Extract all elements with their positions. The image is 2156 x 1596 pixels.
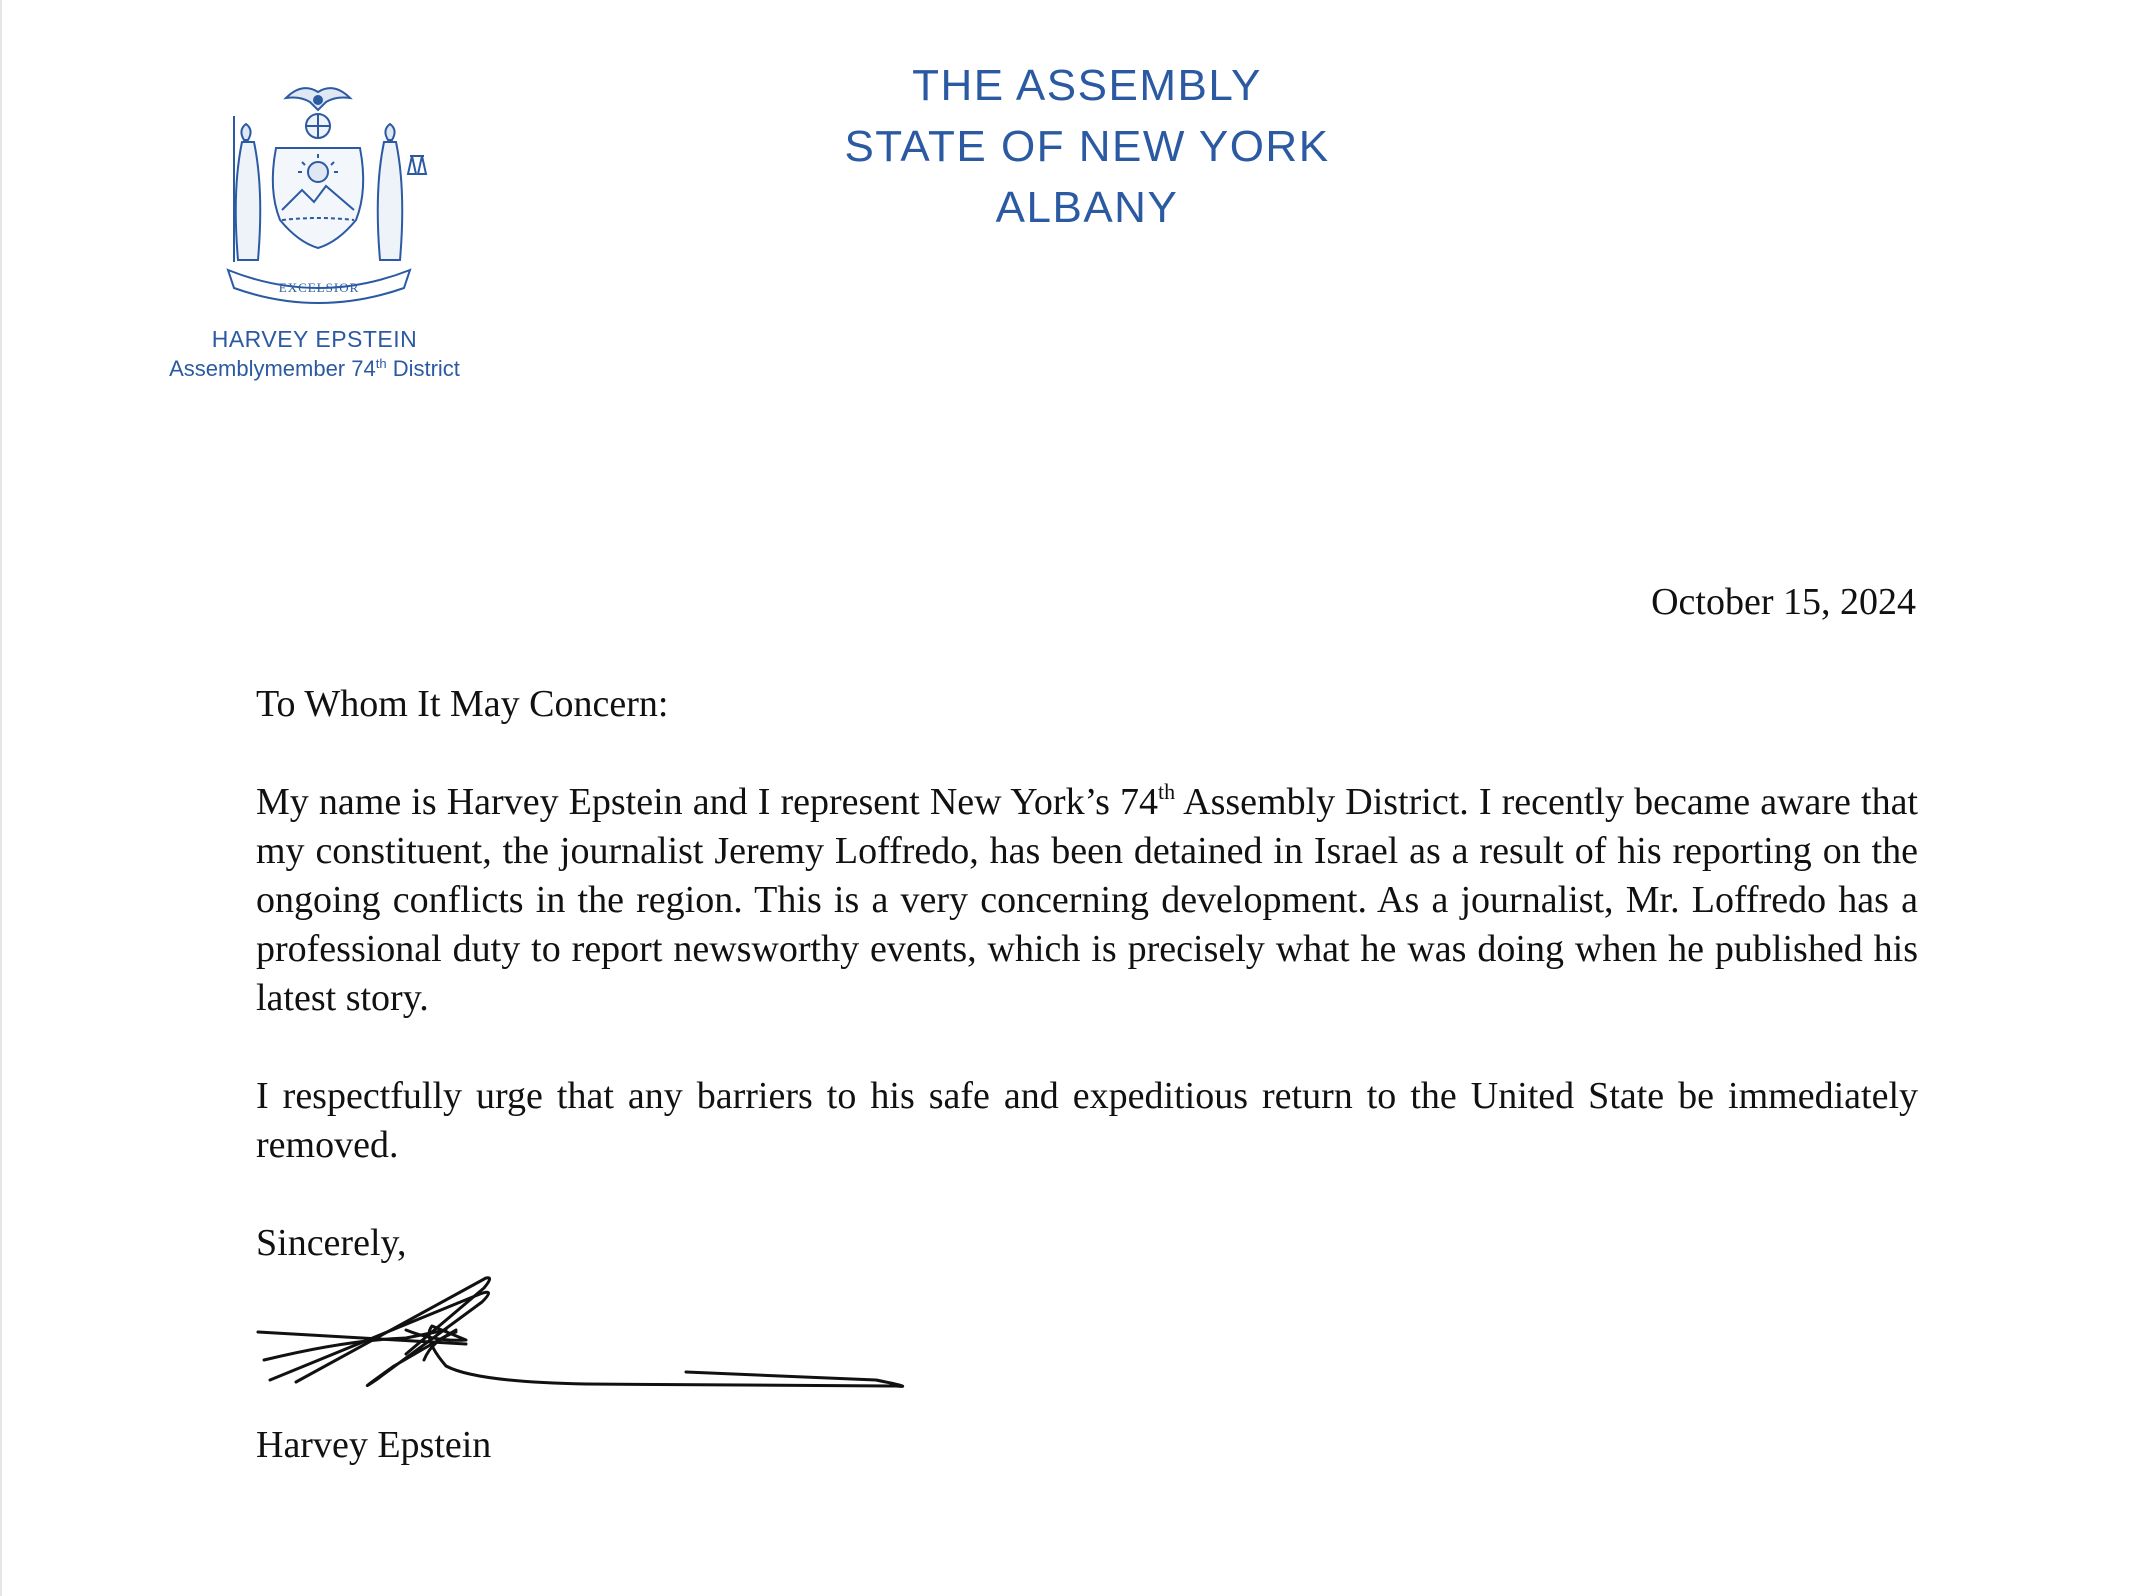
- body-paragraph-2: I respectfully urge that any barriers to his safe and expeditious return to the United State be immediately removed.: [256, 1075, 1918, 1166]
- letterhead-line-1: THE ASSEMBLY: [912, 61, 1262, 110]
- sender-title: [142, 356, 487, 382]
- new-york-state-seal-icon: [198, 70, 438, 310]
- salutation: To Whom It May Concern:: [256, 683, 669, 725]
- sender-title-rest: District: [386, 356, 460, 381]
- letterhead-line-3: ALBANY: [995, 183, 1179, 232]
- paragraph-1-start: My name is Harvey Epstein and I represent New York’s 74: [256, 781, 1159, 823]
- body-paragraph-1: [256, 778, 1918, 1023]
- handwritten-signature: [256, 1270, 916, 1410]
- paragraph-1-rest: Assembly District. I recently became aware that my constituent, the journalist Jeremy Loffredo, has been detained in Israel as a result of his reporting on the ongoing conflicts in the region. This is a very concerning development. As a journalist, Mr. Loffredo has a professional duty to report newsworthy events, which is precisely what he was doing when he published his latest story.: [256, 781, 1918, 1019]
- paragraph-1-superscript: th: [1158, 779, 1176, 804]
- letter-date: October 15, 2024: [1651, 581, 1916, 623]
- letterhead-line-2: STATE OF NEW YORK: [844, 122, 1330, 171]
- sender-title-prefix: Assemblymember 74: [169, 356, 376, 381]
- closing: Sincerely,: [256, 1222, 407, 1264]
- svg-text:EXCELSIOR: EXCELSIOR: [278, 280, 360, 295]
- sender-title-superscript: th: [375, 356, 387, 371]
- sender-name: HARVEY EPSTEIN: [211, 326, 418, 352]
- signature-name: Harvey Epstein: [256, 1424, 492, 1466]
